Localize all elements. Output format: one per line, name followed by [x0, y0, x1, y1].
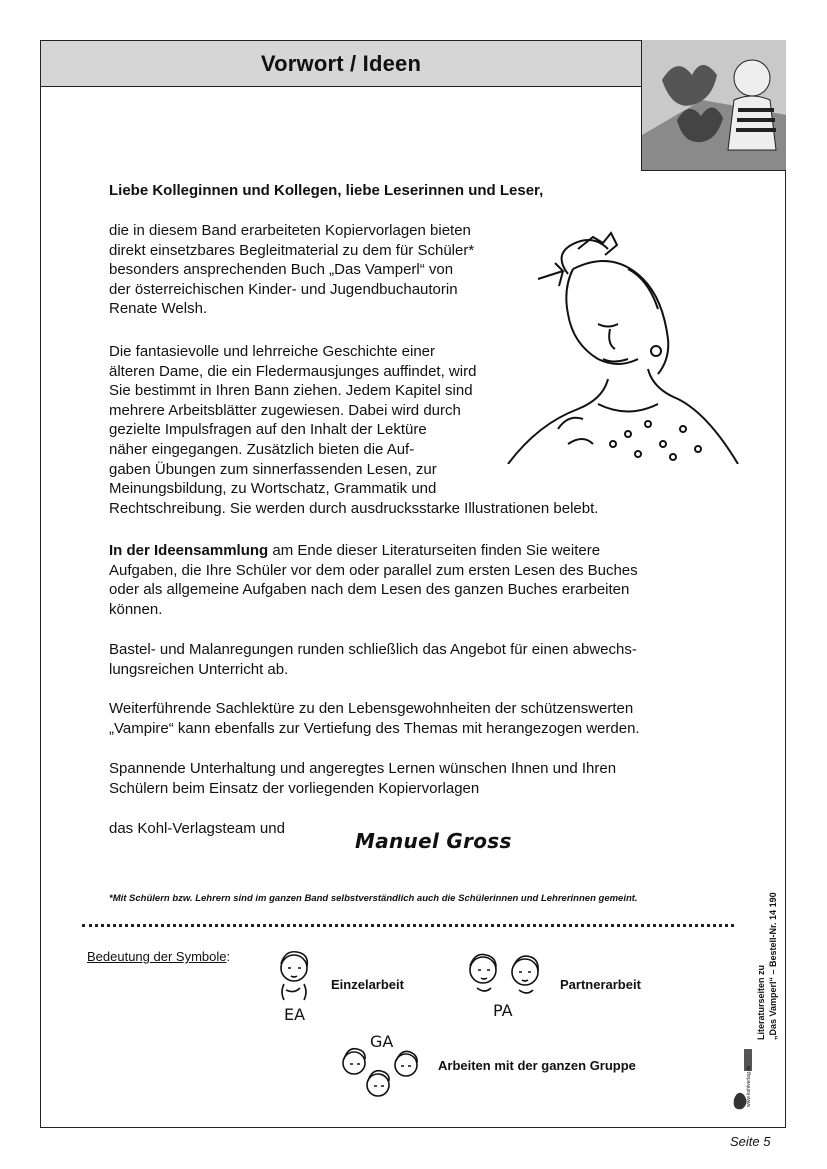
text-span: am Ende dieser Literaturseiten finden Sie weitere	[268, 542, 601, 559]
text-line: Schülern beim Einsatz der vorliegenden Kopiervorlagen	[109, 779, 480, 797]
paragraph-story	[109, 342, 669, 518]
legend-label-gruppenarbeit: Arbeiten mit der ganzen Gruppe	[438, 1058, 636, 1073]
bats-illustration	[641, 40, 786, 171]
text-line: älteren Dame, die ein Fledermausjunges auffindet, wird	[109, 362, 477, 380]
paragraph-wishes	[109, 759, 719, 798]
group-students-icon	[338, 1027, 433, 1102]
icon-label-ga: GA	[370, 1032, 394, 1051]
greeting: Liebe Kolleginnen und Kollegen, liebe Leserinnen und Leser,	[109, 182, 544, 199]
text-line: lungsreichen Unterricht ab.	[109, 660, 289, 678]
page-number: Seite 5	[730, 1134, 771, 1149]
legend-label-partnerarbeit: Partnerarbeit	[560, 977, 641, 992]
kohl-url: www.kohlverlag.de	[746, 1065, 752, 1107]
paragraph-ideas	[109, 541, 719, 619]
text-line: Meinungsbildung, zu Wortschatz, Grammatik und	[109, 480, 437, 498]
text-line: Sie bestimmt in Ihren Bann ziehen. Jedem Kapitel sind	[109, 382, 473, 400]
text-line: besonders ansprechenden Buch „Das Vamperl“ von	[109, 261, 454, 279]
title-bar	[40, 40, 642, 87]
closing-line: das Kohl-Verlagsteam und	[109, 820, 285, 837]
kohl-verlag-logo	[730, 1047, 754, 1113]
page-title: Vorwort / Ideen	[260, 50, 422, 76]
single-student-icon	[270, 950, 320, 1022]
text-line: mehrere Arbeitsblätter zugewiesen. Dabei wird durch	[109, 401, 461, 419]
text-line: direkt einsetzbares Begleitmaterial zu dem für Schüler*	[109, 241, 475, 259]
dotted-divider	[82, 924, 734, 927]
side-line-2: „Das Vamperl“ – Bestell-Nr. 14 190	[768, 892, 778, 1040]
text-line: Die fantasievolle und lehrreiche Geschichte einer	[109, 343, 436, 360]
ideas-bold-lead: In der Ideensammlung	[109, 542, 269, 559]
text-line	[109, 541, 719, 561]
side-line-1: Literaturseiten zu	[756, 964, 766, 1040]
text-line: gaben Übungen zum sinnerfassenden Lesen, zur	[109, 460, 437, 478]
text-line: Renate Welsh.	[109, 300, 208, 318]
pair-students-icon	[463, 950, 553, 1020]
legend-title-colon: :	[226, 949, 231, 964]
text-line: gezielte Impulsfragen auf den Inhalt der Lektüre	[109, 421, 427, 439]
icon-label-ea: EA	[284, 1005, 306, 1022]
text-line: näher eingegangen. Zusätzlich bieten die Auf-	[109, 440, 415, 458]
text-line: Bastel- und Malanregungen runden schließlich das Angebot für einen abwechs-	[109, 641, 637, 658]
text-line: Rechtschreibung. Sie werden durch ausdrucksstarke Illustrationen belebt.	[109, 499, 599, 517]
text-line: oder als allgemeine Aufgaben nach dem Lesen des ganzen Buches erarbeiten	[109, 581, 630, 599]
text-line: Aufgaben, die Ihre Schüler vor dem oder parallel zum ersten Lesen des Buches	[109, 561, 638, 579]
text-line: die in diesem Band erarbeiteten Kopiervorlagen bieten	[109, 222, 471, 239]
paragraph-further-reading	[109, 699, 719, 738]
text-line: der österreichischen Kinder- und Jugendbuchautorin	[109, 280, 458, 298]
footnote: *Mit Schülern bzw. Lehrern sind im ganzen Band selbstverständlich auch die Schülerinnen und Lehrerinnen gemeint.	[109, 893, 638, 904]
legend-label-einzelarbeit: Einzelarbeit	[331, 977, 404, 992]
text-line: Spannende Unterhaltung und angeregtes Lernen wünschen Ihnen und Ihren	[109, 760, 617, 777]
paragraph-intro	[109, 221, 529, 319]
paragraph-crafts	[109, 640, 719, 679]
text-line: „Vampire“ kann ebenfalls zur Vertiefung des Themas mit herangezogen werden.	[109, 719, 640, 737]
legend-title	[87, 949, 230, 964]
author-signature: Manuel Gross	[355, 829, 512, 853]
text-line: können.	[109, 600, 163, 618]
text-line: Weiterführende Sachlektüre zu den Lebensgewohnheiten der schützenswerten	[109, 700, 634, 717]
legend-title-text: Bedeutung der Symbole	[87, 949, 227, 964]
icon-label-pa: PA	[493, 1001, 513, 1020]
